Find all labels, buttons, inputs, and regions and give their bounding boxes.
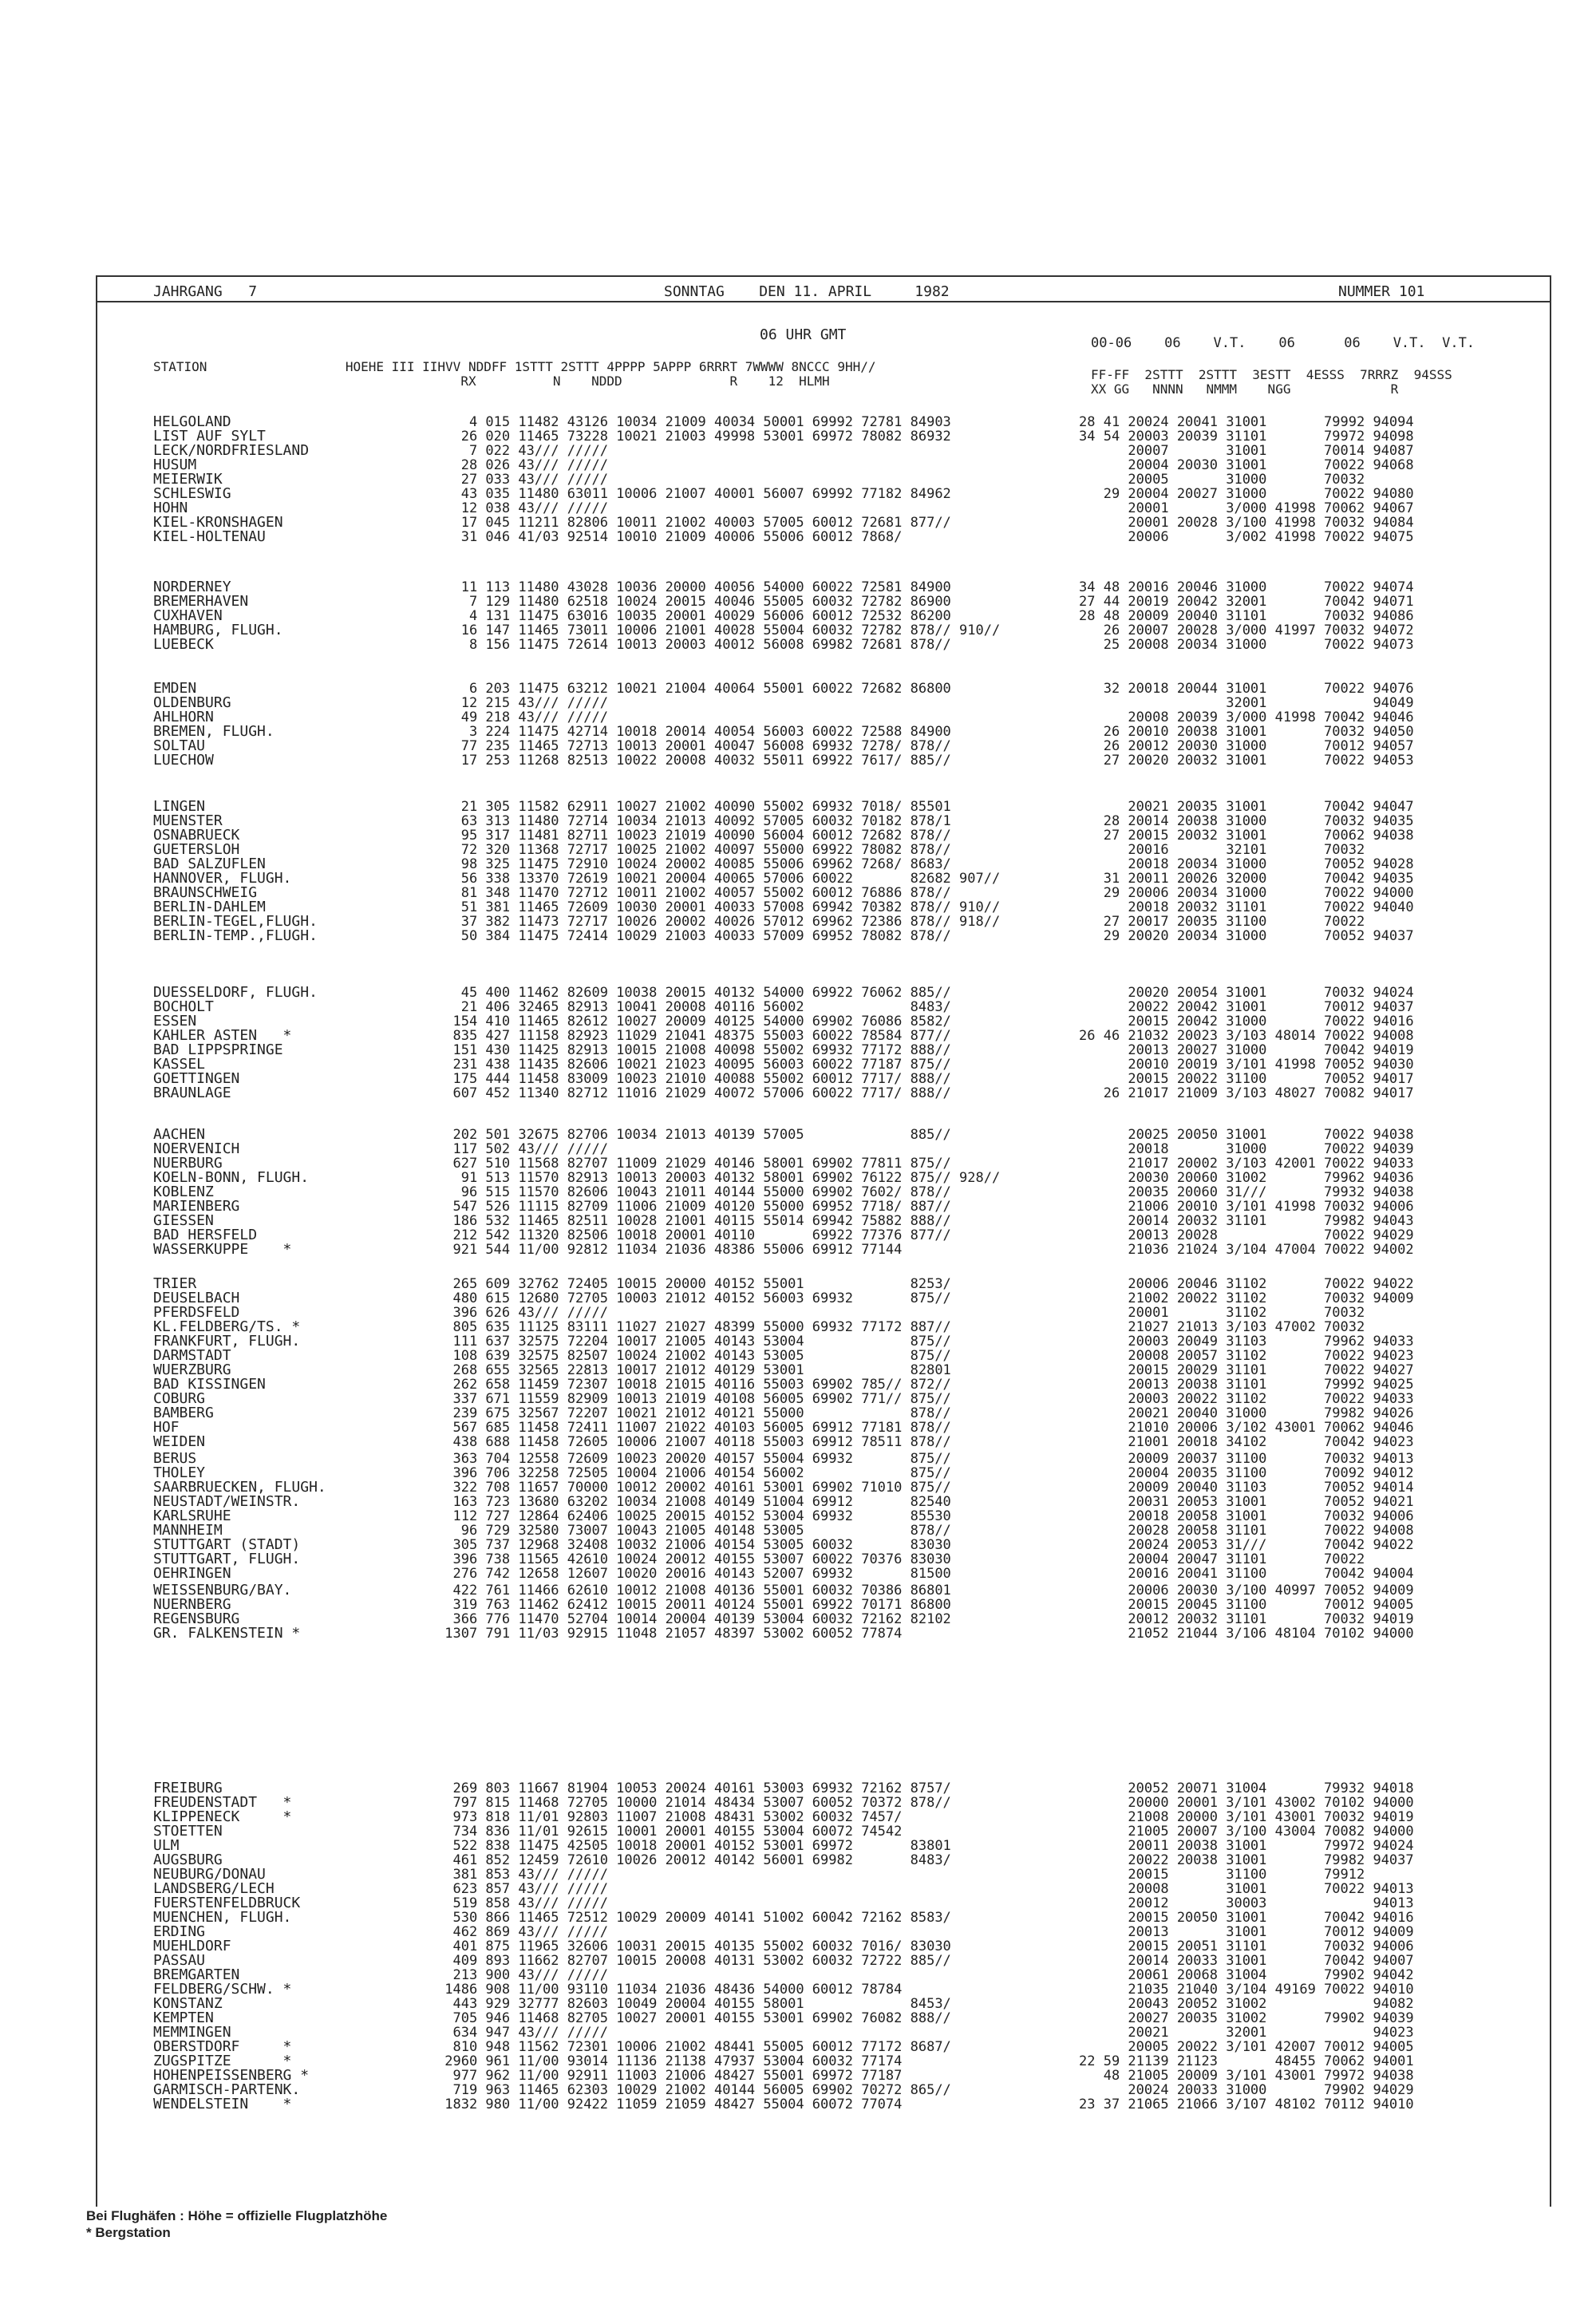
station-name: FRANKFURT, FLUGH. [153,1333,301,1350]
station-name: KIEL-HOLTENAU [153,528,266,545]
station-name: KL.FELDBERG/TS. * [153,1318,301,1335]
station-extra-data: 20009 20037 31100 70032 94013 [1079,1451,1414,1467]
station-name: MEIERWIK [153,471,223,488]
station-name: OSNABRUECK [153,827,240,844]
station-data: 43 035 11480 63011 10006 21007 40001 56007 69992 77182 84962 [437,486,951,502]
station-extra-data: 26 20007 20028 3/000 41997 70032 94072 [1079,622,1414,638]
station-extra-data: 20061 20068 31004 79902 94042 [1079,1967,1414,1983]
station-extra-data: 21001 20018 34102 70042 94023 [1079,1434,1414,1450]
station-extra-data: 20027 20035 31002 79902 94039 [1079,2010,1414,2026]
station-extra-data: 20001 20028 3/100 41998 70032 94084 [1079,515,1414,531]
station-data: 11 113 11480 43028 10036 20000 40056 54000 60022 72581 84900 [437,579,951,595]
station-data: 262 658 11459 72307 10018 21015 40116 55003 69902 785// 872// [437,1377,951,1393]
station-extra-data: 20015 20029 31101 70022 94027 [1079,1362,1414,1378]
station-extra-data: 21010 20006 3/102 43001 70062 94046 [1079,1420,1414,1436]
station-name: DARMSTADT [153,1347,231,1364]
station-name: SAARBRUECKEN, FLUGH. [153,1479,326,1496]
station-name: PFERDSFELD [153,1304,240,1321]
station-data: 175 444 11458 83009 10023 21010 40088 55002 60012 7717/ 888// [437,1071,951,1087]
station-extra-data: 20008 20039 3/000 41998 70042 94046 [1079,709,1414,725]
date-label: SONNTAG DEN 11. APRIL 1982 [664,283,950,300]
station-extra-data: 20008 31001 70022 94013 [1079,1881,1414,1897]
station-extra-data: 20006 20046 31102 70022 94022 [1079,1276,1414,1292]
station-name: BRAUNSCHWEIG [153,884,258,901]
volume-label: JAHRGANG 7 [153,283,258,300]
station-extra-data: 48 21005 20009 3/101 43001 79972 94038 [1079,2068,1414,2084]
station-extra-data: 20015 20051 31101 70032 94006 [1079,1938,1414,1954]
station-data: 213 900 43/// ///// [437,1967,608,1983]
station-data: 810 948 11562 72301 10006 21002 48441 55005 60012 77172 8687/ [437,2039,951,2055]
station-extra-data: 21008 20000 3/101 43001 70032 94019 [1079,1809,1414,1825]
station-data: 96 515 11570 82606 10043 21011 40144 55000 69902 7602/ 878// [437,1184,951,1200]
footnote-mountain-station: * Bergstation [86,2225,171,2240]
station-data: 269 803 11667 81904 10053 20024 40161 53003 69932 72162 8757/ [437,1780,951,1796]
station-extra-data: 20028 20058 31101 70022 94008 [1079,1523,1414,1539]
station-extra-data: 20018 31000 70022 94039 [1079,1141,1414,1157]
station-name: HOHN [153,500,188,516]
station-data: 522 838 11475 42505 10018 20001 40152 53001 69972 83801 [437,1838,951,1854]
station-extra-data: 21005 20007 3/100 43004 70082 94000 [1079,1824,1414,1840]
station-data: 396 626 43/// ///// [437,1305,608,1321]
station-data: 276 742 12658 12607 10020 20016 40143 52007 69932 81500 [437,1566,951,1582]
station-name: FREUDENSTADT * [153,1794,292,1811]
station-data: 17 253 11268 82513 10022 20008 40032 55011 69922 7617/ 885// [437,753,951,769]
station-name: FREIBURG [153,1780,223,1796]
station-extra-data: 34 48 20016 20046 31000 70022 94074 [1079,579,1414,595]
station-data: 409 893 11662 82707 10015 20008 40131 53002 60032 72722 885// [437,1953,951,1969]
station-data: 381 853 43/// ///// [437,1867,608,1883]
station-extra-data: 20020 20054 31001 70032 94024 [1079,985,1414,1001]
station-data: 98 325 11475 72910 10024 20002 40085 55006 69962 7268/ 8683/ [437,856,951,872]
station-extra-data: 20015 20022 31100 70052 94017 [1079,1071,1414,1087]
station-name: LUEBECK [153,636,214,653]
station-name: WUERZBURG [153,1361,231,1378]
station-extra-data: 21002 20022 31102 70032 94009 [1079,1290,1414,1306]
station-data: 396 738 11565 42610 10024 20012 40155 53007 60022 70376 83030 [437,1551,951,1567]
station-extra-data: 20004 20035 31100 70092 94012 [1079,1465,1414,1481]
station-name: ERDING [153,1923,206,1940]
station-name: MUENCHEN, FLUGH. [153,1909,292,1926]
station-name: DEUSELBACH [153,1290,240,1306]
station-extra-data: 20003 20049 31103 79962 94033 [1079,1334,1414,1350]
station-extra-data: 20022 20038 31001 79982 94037 [1079,1852,1414,1868]
station-extra-data: 20022 20042 31001 70012 94037 [1079,999,1414,1015]
station-data: 265 609 32762 72405 10015 20000 40152 55001 8253/ [437,1276,951,1292]
station-extra-data: 20035 20060 31/// 79932 94038 [1079,1184,1414,1200]
station-data: 91 513 11570 82913 10013 20003 40132 58001 69902 76122 875// 928// [437,1170,1001,1186]
station-name: LINGEN [153,798,206,815]
station-extra-data: 31 20011 20026 32000 70042 94035 [1079,871,1414,887]
station-data: 186 532 11465 82511 10028 21001 40115 55014 69942 75882 888// [437,1213,951,1229]
station-name: TRIER [153,1275,197,1292]
station-name: CUXHAVEN [153,607,223,624]
station-data: 117 502 43/// ///// [437,1141,608,1157]
station-data: 231 438 11435 82606 10021 21023 40095 56003 60022 77187 875// [437,1057,951,1073]
station-name: THOLEY [153,1464,206,1481]
station-name: WENDELSTEIN * [153,2096,292,2112]
station-name: BAD HERSFELD [153,1227,258,1243]
station-data: 50 384 11475 72414 10029 21003 40033 57009 69952 78082 878// [437,928,951,944]
station-data: 21 406 32465 82913 10041 20008 40116 56002 8483/ [437,999,951,1015]
station-data: 7 129 11480 62518 10024 20015 40046 55005 60032 72782 86900 [437,594,951,610]
station-data: 81 348 11470 72712 10011 21002 40057 55002 60012 76886 878// [437,885,951,901]
station-extra-data: 20043 20052 31002 94082 [1079,1996,1414,2012]
station-extra-data: 23 37 21065 21066 3/107 48102 70112 94010 [1079,2097,1414,2112]
station-data: 56 338 13370 72619 10021 20004 40065 57006 60022 82682 907// [437,871,1001,887]
station-extra-data: 20021 20035 31001 70042 94047 [1079,799,1414,815]
header-bar [97,277,1550,302]
station-extra-data: 20031 20053 31001 70052 94021 [1079,1494,1414,1510]
station-extra-data: 21027 21013 3/103 47002 70032 [1079,1319,1365,1335]
station-data: 16 147 11465 73011 10006 21001 40028 55004 60032 72782 878// 910// [437,622,1001,638]
station-extra-data: 20006 20030 3/100 40997 70052 94009 [1079,1583,1414,1599]
station-name: HOF [153,1419,180,1436]
station-name: MARIENBERG [153,1198,240,1215]
station-extra-data: 27 20017 20035 31100 70022 [1079,914,1365,930]
station-name: STUTTGART, FLUGH. [153,1551,301,1567]
station-data: 12 038 43/// ///// [437,500,608,516]
station-extra-data: 20024 20033 31000 79902 94029 [1079,2082,1414,2098]
station-extra-data: 20021 32001 94023 [1079,2025,1414,2041]
station-extra-data: 20009 20040 31103 70052 94014 [1079,1480,1414,1496]
station-extra-data: 21035 21040 3/104 49169 70022 94010 [1079,1982,1414,1998]
station-name: COBURG [153,1390,206,1407]
station-data: 212 542 11320 82506 10018 20001 40110 69922 77376 877// [437,1227,951,1243]
station-data: 977 962 11/00 92911 11003 21006 48427 55001 69972 77187 [437,2068,903,2084]
station-data: 462 869 43/// ///// [437,1924,608,1940]
station-name: KOELN-BONN, FLUGH. [153,1169,310,1186]
station-name: BERLIN-TEMP.,FLUGH. [153,927,318,944]
station-data: 805 635 11125 83111 11027 21027 48399 55000 69932 77172 887// [437,1319,951,1335]
station-data: 7 022 43/// ///// [437,443,608,459]
station-extra-data: 20012 20032 31101 70032 94019 [1079,1611,1414,1627]
station-name: FUERSTENFELDBRUCK [153,1895,301,1911]
station-data: 28 026 43/// ///// [437,457,608,473]
station-name: ESSEN [153,1013,197,1030]
station-extra-data: 20010 20019 3/101 41998 70052 94030 [1079,1057,1414,1073]
station-data: 547 526 11115 82709 11006 21009 40120 55000 69952 7718/ 887// [437,1199,951,1215]
station-extra-data: 20014 20033 31001 70042 94007 [1079,1953,1414,1969]
station-extra-data: 26 20012 20030 31000 70012 94057 [1079,738,1414,754]
station-extra-data: 20013 31001 70012 94009 [1079,1924,1414,1940]
station-extra-data: 20024 20053 31/// 70042 94022 [1079,1537,1414,1553]
station-name: GR. FALKENSTEIN * [153,1625,301,1642]
station-name: KEMPTEN [153,2010,214,2026]
station-extra-data: 21036 21024 3/104 47004 70022 94002 [1079,1242,1414,1258]
station-name: NUERBURG [153,1155,223,1172]
station-data: 49 218 43/// ///// [437,709,608,725]
station-data: 1307 791 11/03 92915 11048 21057 48397 53002 60052 77874 [437,1626,903,1642]
station-extra-data: 20015 20042 31000 70022 94016 [1079,1014,1414,1030]
station-data: 705 946 11468 82705 10027 20001 40155 53001 69902 76082 888// [437,2010,951,2026]
station-name: LANDSBERG/LECH [153,1880,275,1897]
station-data: 268 655 32565 22813 10017 21012 40129 53001 82801 [437,1362,951,1378]
station-data: 51 381 11465 72609 10030 20001 40033 57008 69942 70382 878// 910// [437,899,1001,915]
station-extra-data: 27 20020 20032 31001 70022 94053 [1079,753,1414,769]
station-extra-data: 20025 20050 31001 70022 94038 [1079,1127,1414,1143]
station-name: REGENSBURG [153,1610,240,1627]
station-data: 21 305 11582 62911 10027 21002 40090 55002 69932 7018/ 85501 [437,799,951,815]
issue-number: NUMMER 101 [1338,283,1425,300]
station-extra-data: 20011 20038 31001 79972 94024 [1079,1838,1414,1854]
station-name: WEIDEN [153,1433,206,1450]
station-name: PASSAU [153,1952,206,1969]
station-data: 202 501 32675 82706 10034 21013 40139 57005 885// [437,1127,951,1143]
station-data: 108 639 32575 82507 10024 21002 40143 53005 875// [437,1348,951,1364]
station-extra-data: 20013 20038 31101 79992 94025 [1079,1377,1414,1393]
station-data: 26 020 11465 73228 10021 21003 49998 53001 69972 78082 86932 [437,429,951,445]
station-data: 154 410 11465 82612 10027 20009 40125 54000 69902 76086 8582/ [437,1014,951,1030]
station-data: 797 815 11468 72705 10000 21014 48434 53007 60052 70372 878// [437,1795,951,1811]
station-data: 163 723 13680 63202 10034 21008 40149 51004 69912 82540 [437,1494,951,1510]
station-name: GOETTINGEN [153,1070,240,1087]
station-name: DUESSELDORF, FLUGH. [153,984,318,1001]
station-name: BAMBERG [153,1405,214,1421]
station-data: 443 929 32777 82603 10049 20004 40155 58001 8453/ [437,1996,951,2012]
station-name: GUETERSLOH [153,841,240,858]
station-name: HOHENPEISSENBERG * [153,2067,310,2084]
station-name: MANNHEIM [153,1522,223,1539]
station-name: KOBLENZ [153,1184,214,1200]
station-name: OEHRINGEN [153,1565,231,1582]
station-extra-data: 20005 31000 70032 [1079,472,1365,488]
station-data: 480 615 12680 72705 10003 21012 40152 56003 69932 875// [437,1290,951,1306]
station-extra-data: 26 21017 21009 3/103 48027 70082 94017 [1079,1085,1414,1101]
station-extra-data: 20052 20071 31004 79932 94018 [1079,1780,1414,1796]
station-name: LUECHOW [153,752,214,769]
station-name: MUEHLDORF [153,1938,231,1954]
observation-time-label: 06 UHR GMT [760,326,847,343]
station-name: ULM [153,1837,180,1854]
station-extra-data: 20018 20058 31001 70032 94006 [1079,1508,1414,1524]
station-name: NEUSTADT/WEINSTR. [153,1493,301,1510]
station-data: 366 776 11470 52704 10014 20004 40139 53004 60032 72162 82102 [437,1611,951,1627]
station-data: 95 317 11481 82711 10023 21019 40090 56004 60012 72682 878// [437,828,951,844]
station-name: SOLTAU [153,737,206,754]
station-extra-data: 22 59 21139 21123 48455 70062 94001 [1079,2053,1414,2069]
station-data: 3 224 11475 42714 10018 20014 40054 56003 60022 72588 84900 [437,724,951,740]
footnote-airports: Bei Flughäfen : Höhe = offizielle Flugplatzhöhe [86,2208,388,2223]
station-name: OLDENBURG [153,694,231,711]
station-data: 973 818 11/01 92803 11007 21008 48431 53002 60032 7457/ [437,1809,903,1825]
station-extra-data: 20007 31001 70014 94087 [1079,443,1414,459]
station-name: NEUBURG/DONAU [153,1866,266,1883]
station-data: 96 729 32580 73007 10043 21005 40148 53005 878// [437,1523,951,1539]
station-extra-data: 28 48 20009 20040 31101 70032 94086 [1079,608,1414,624]
station-data: 519 858 43/// ///// [437,1895,608,1911]
station-extra-data: 25 20008 20034 31000 70022 94073 [1079,637,1414,653]
station-name: KLIPPENECK * [153,1808,292,1825]
station-name: KASSEL [153,1056,206,1073]
station-data: 305 737 12968 32408 10032 21006 40154 53005 60032 83030 [437,1537,951,1553]
station-data: 8 156 11475 72614 10013 20003 40012 56008 69982 72681 878// [437,637,951,653]
station-extra-data: 26 20010 20038 31001 70032 94050 [1079,724,1414,740]
station-extra-data: 21052 21044 3/106 48104 70102 94000 [1079,1626,1414,1642]
station-name: KARLSRUHE [153,1508,231,1524]
station-data: 319 763 11462 62412 10015 20011 40124 55001 69922 70171 86800 [437,1597,951,1613]
station-extra-data: 34 54 20003 20039 31101 79972 94098 [1079,429,1414,445]
station-data: 634 947 43/// ///// [437,2025,608,2041]
station-name: MEMMINGEN [153,2024,231,2041]
station-name: WASSERKUPPE * [153,1241,292,1258]
station-name: HAMBURG, FLUGH. [153,622,283,638]
station-data: 111 637 32575 72204 10017 21005 40143 53004 875// [437,1334,951,1350]
station-extra-data: 20001 3/000 41998 70062 94067 [1079,500,1414,516]
station-data: 112 727 12864 62406 10025 20015 40152 53004 69932 85530 [437,1508,951,1524]
station-name: BAD LIPPSPRINGE [153,1041,283,1058]
station-data: 4 131 11475 63016 10035 20001 40029 56006 60012 72532 86200 [437,608,951,624]
station-data: 461 852 12459 72610 10026 20012 40142 56001 69982 8483/ [437,1852,951,1868]
station-data: 45 400 11462 82609 10038 20015 40132 54000 69922 76062 885// [437,985,951,1001]
station-name: LECK/NORDFRIESLAND [153,442,310,459]
right-column-header-line-2: XX GG NNNN NMMM NGG R [1091,381,1399,397]
station-extra-data: 20001 31102 70032 [1079,1305,1365,1321]
station-extra-data: 20030 20060 31002 79962 94036 [1079,1170,1414,1186]
station-data: 921 544 11/00 92812 11034 21036 48386 55006 69912 77144 [437,1242,903,1258]
station-extra-data: 20018 20034 31000 70052 94028 [1079,856,1414,872]
right-column-header-line-1: FF-FF 2STTT 2STTT 3ESTT 4ESSS 7RRRZ 94SSS [1091,367,1452,382]
station-data: 396 706 32258 72505 10004 21006 40154 56002 875// [437,1465,951,1481]
station-extra-data: 20012 30003 94013 [1079,1895,1414,1911]
station-name: BOCHOLT [153,998,214,1015]
station-data: 530 866 11465 72512 10029 20009 40141 51002 60042 72162 8583/ [437,1910,951,1926]
station-name: NORDERNEY [153,579,231,595]
station-name: BERLIN-DAHLEM [153,899,266,915]
station-name: KIEL-KRONSHAGEN [153,514,283,531]
station-name: LIST AUF SYLT [153,428,266,445]
station-data: 607 452 11340 82712 11016 21029 40072 57006 60022 7717/ 888// [437,1085,951,1101]
station-extra-data: 20015 31100 79912 [1079,1867,1365,1883]
station-name: NOERVENICH [153,1140,240,1157]
station-name: BREMEN, FLUGH. [153,723,275,740]
station-extra-data: 20013 20027 31000 70042 94019 [1079,1042,1414,1058]
station-extra-data: 20021 20040 31000 79982 94026 [1079,1405,1414,1421]
station-name: KAHLER ASTEN * [153,1027,292,1044]
station-data: 567 685 11458 72411 11007 21022 40103 56005 69912 77181 878// [437,1420,951,1436]
station-data: 63 313 11480 72714 10034 21013 40092 57005 60032 70182 878/1 [437,813,951,829]
column-header-line-1: STATION HOEHE III IIHVV NDDFF 1STTT 2STTT 4PPPP 5APPP 6RRRT 7WWWW 8NCCC 9HH// [153,359,876,374]
station-name: MUENSTER [153,812,223,829]
station-extra-data: 29 20020 20034 31000 70052 94037 [1079,928,1414,944]
station-extra-data: 20003 20022 31102 70022 94033 [1079,1391,1414,1407]
station-extra-data: 20008 20057 31102 70022 94023 [1079,1348,1414,1364]
station-extra-data: 20006 3/002 41998 70022 94075 [1079,529,1414,545]
station-data: 77 235 11465 72713 10013 20001 40047 56008 69932 7278/ 878// [437,738,951,754]
station-name: BRAUNLAGE [153,1085,231,1101]
station-data: 438 688 11458 72605 10006 21007 40118 55003 69912 78511 878// [437,1434,951,1450]
station-data: 27 033 43/// ///// [437,472,608,488]
station-data: 151 430 11425 82913 10015 21008 40098 55002 69932 77172 888// [437,1042,951,1058]
station-data: 12 215 43/// ///// [437,695,608,711]
station-extra-data: 20004 20030 31001 70022 94068 [1079,457,1414,473]
station-name: AUGSBURG [153,1852,223,1868]
station-extra-data: 32001 94049 [1079,695,1414,711]
station-data: 322 708 11657 70000 10012 20002 40161 53001 69902 71010 875// [437,1480,951,1496]
station-name: HANNOVER, FLUGH. [153,870,292,887]
station-name: HUSUM [153,456,197,473]
station-name: EMDEN [153,680,197,697]
station-extra-data: 29 20006 20034 31000 70022 94000 [1079,885,1414,901]
station-name: OBERSTDORF * [153,2038,292,2055]
station-data: 623 857 43/// ///// [437,1881,608,1897]
station-name: STUTTGART (STADT) [153,1536,301,1553]
station-extra-data: 27 20015 20032 31001 70062 94038 [1079,828,1414,844]
station-data: 1832 980 11/00 92422 11059 21059 48427 55004 60072 77074 [437,2097,903,2112]
station-extra-data: 20013 20028 70022 94029 [1079,1227,1414,1243]
station-data: 1486 908 11/00 93110 11034 21036 48436 54000 60012 78784 [437,1982,903,1998]
station-extra-data: 26 46 21032 20023 3/103 48014 70022 94008 [1079,1028,1414,1044]
station-extra-data: 20016 32101 70032 [1079,842,1365,858]
station-extra-data: 20015 20050 31001 70042 94016 [1079,1910,1414,1926]
station-data: 337 671 11559 82909 10013 21019 40108 56005 69902 771// 875// [437,1391,951,1407]
station-data: 239 675 32567 72207 10021 21012 40121 55000 878// [437,1405,951,1421]
station-extra-data: 20015 20045 31100 70012 94005 [1079,1597,1414,1613]
station-extra-data: 21017 20002 3/103 42001 70022 94033 [1079,1156,1414,1172]
station-data: 4 015 11482 43126 10034 21009 40034 50001 69992 72781 84903 [437,414,951,430]
station-extra-data: 32 20018 20044 31001 70022 94076 [1079,681,1414,697]
station-name: STOETTEN [153,1823,223,1840]
station-data: 422 761 11466 62610 10012 21008 40136 55001 60032 70386 86801 [437,1583,951,1599]
station-data: 31 046 41/03 92514 10010 21009 40006 55006 60012 7868/ [437,529,903,545]
station-name: HELGOLAND [153,413,231,430]
station-data: 719 963 11465 62303 10029 21002 40144 56005 69902 70272 865// [437,2082,951,2098]
station-data: 363 704 12558 72609 10023 20020 40157 55004 69932 875// [437,1451,951,1467]
station-data: 37 382 11473 72717 10026 20002 40026 57012 69962 72386 878// 918// [437,914,1001,930]
station-name: BREMGARTEN [153,1966,240,1983]
station-extra-data: 20014 20032 31101 79982 94043 [1079,1213,1414,1229]
right-time-labels: 00-06 06 V.T. 06 06 V.T. V.T. [1091,335,1476,351]
station-extra-data: 27 44 20019 20042 32001 70042 94071 [1079,594,1414,610]
station-name: ZUGSPITZE * [153,2053,292,2069]
station-name: WEISSENBURG/BAY. [153,1582,292,1599]
station-extra-data: 29 20004 20027 31000 70022 94080 [1079,486,1414,502]
station-name: BERLIN-TEGEL,FLUGH. [153,913,318,930]
station-extra-data: 20016 20041 31100 70042 94004 [1079,1566,1414,1582]
station-extra-data: 20004 20047 31101 70022 [1079,1551,1365,1567]
station-data: 835 427 11158 82923 11029 21041 48375 55003 60022 78584 877// [437,1028,951,1044]
station-name: AHLHORN [153,709,214,725]
station-extra-data: 28 41 20024 20041 31001 79992 94094 [1079,414,1414,430]
station-data: 401 875 11965 32606 10031 20015 40135 55002 60032 7016/ 83030 [437,1938,951,1954]
station-data: 72 320 11368 72717 10025 21002 40097 55000 69922 78082 878// [437,842,951,858]
station-data: 2960 961 11/00 93014 11136 21138 47937 53004 60032 77174 [437,2053,903,2069]
column-header-line-2: RX N NDDD R 12 HLMH [153,373,830,389]
station-extra-data: 20000 20001 3/101 43002 70102 94000 [1079,1795,1414,1811]
station-name: GIESSEN [153,1212,214,1229]
station-data: 627 510 11568 82707 11009 21029 40146 58001 69902 77811 875// [437,1156,951,1172]
station-name: BAD SALZUFLEN [153,856,266,872]
station-data: 734 836 11/01 92615 10001 20001 40155 53004 60072 74542 [437,1824,903,1840]
station-name: SCHLESWIG [153,485,231,502]
station-name: FELDBERG/SCHW. * [153,1981,292,1998]
station-name: BAD KISSINGEN [153,1376,266,1393]
station-name: KONSTANZ [153,1995,223,2012]
station-extra-data: 20018 20032 31101 70022 94040 [1079,899,1414,915]
station-name: BREMERHAVEN [153,593,249,610]
station-name: AACHEN [153,1126,206,1143]
station-data: 17 045 11211 82806 10011 21002 40003 57005 60012 72681 877// [437,515,951,531]
station-extra-data: 20005 20022 3/101 42007 70012 94005 [1079,2039,1414,2055]
station-extra-data: 21006 20010 3/101 41998 70032 94006 [1079,1199,1414,1215]
station-name: NUERNBERG [153,1596,231,1613]
station-name: GARMISCH-PARTENK. [153,2081,301,2098]
weather-report-sheet [96,275,1551,2207]
station-data: 6 203 11475 63212 10021 21004 40064 55001 60022 72682 86800 [437,681,951,697]
station-extra-data: 28 20014 20038 31000 70032 94035 [1079,813,1414,829]
station-name: BERUS [153,1450,197,1467]
